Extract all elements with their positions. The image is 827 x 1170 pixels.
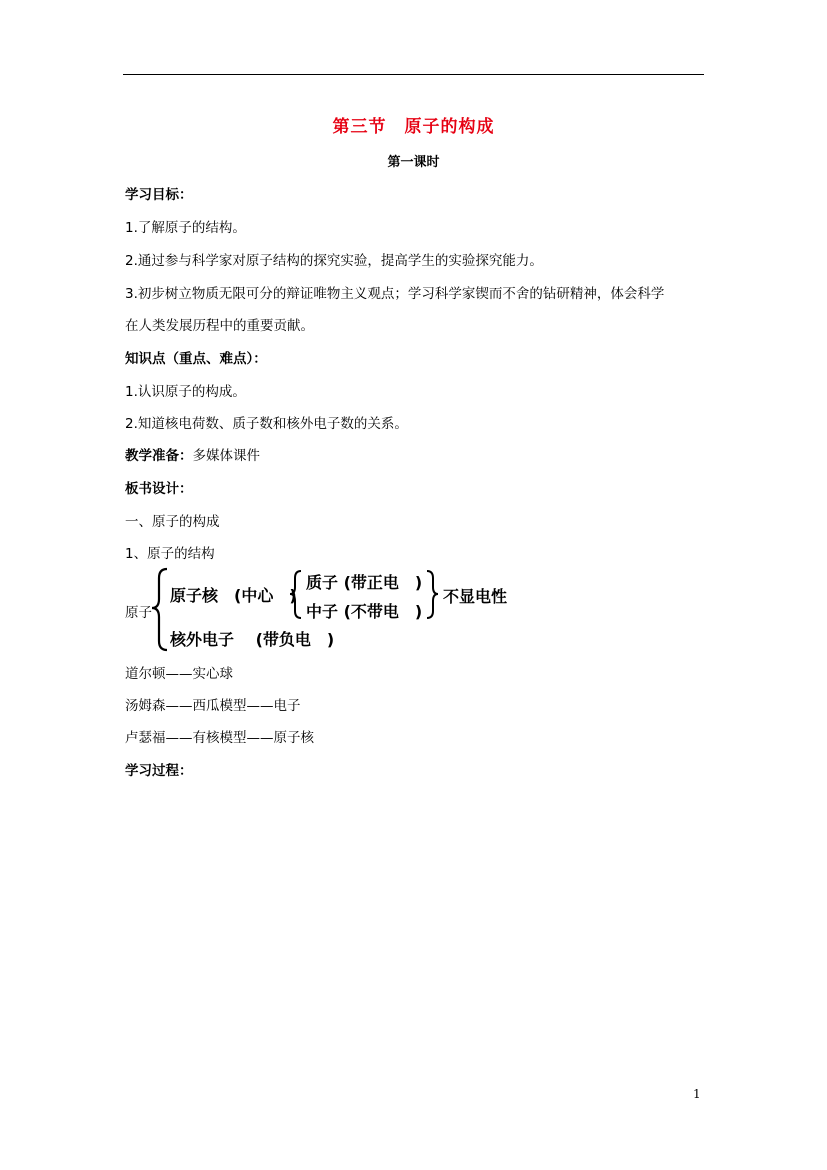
prep-line bbox=[125, 444, 260, 464]
header-rule bbox=[123, 74, 704, 75]
knowledge-heading: 知识点（重点、难点）： bbox=[125, 351, 267, 367]
proton-label: 质子 (带正电 ) bbox=[306, 573, 423, 592]
electron-label: 核外电子 (带负电 ) bbox=[170, 630, 335, 649]
objective-item-continued: 在人类发展历程中的重要贡献。 bbox=[125, 318, 314, 334]
board-heading: 板书设计： bbox=[125, 481, 193, 497]
knowledge-item: 2.知道核电荷数、质子数和核外电子数的关系。 bbox=[125, 416, 408, 432]
board-section-title: 一、原子的构成 bbox=[125, 514, 220, 530]
page-title: 第三节 原子的构成 bbox=[332, 117, 495, 137]
neutron-label: 中子 (不带电 ) bbox=[306, 602, 423, 621]
nucleus-label: 原子核 (中心 ) bbox=[170, 586, 297, 605]
objectives-heading: 学习目标： bbox=[125, 187, 193, 203]
objective-item: 3.初步树立物质无限可分的辩证唯物主义观点；学习科学家锲而不舍的钻研精神，体会科学 bbox=[125, 286, 665, 302]
knowledge-item: 1.认识原子的构成。 bbox=[125, 384, 246, 400]
objective-item: 2.通过参与科学家对原子结构的探究实验，提高学生的实验探究能力。 bbox=[125, 253, 543, 269]
left-brace-icon bbox=[152, 569, 167, 650]
atom-label: 原子 bbox=[125, 605, 152, 621]
process-heading: 学习过程： bbox=[125, 763, 193, 779]
objective-item: 1.了解原子的结构。 bbox=[125, 220, 246, 236]
prep-value: 多媒体课件 bbox=[192, 448, 260, 464]
prep-label: 教学准备： bbox=[125, 448, 193, 464]
history-item: 汤姆森——西瓜模型——电子 bbox=[125, 698, 301, 714]
board-subsection-title: 1、原子的结构 bbox=[125, 546, 215, 562]
atom-structure-diagram bbox=[125, 566, 545, 652]
page-subtitle: 第一课时 bbox=[387, 155, 440, 170]
neutral-label: 不显电性 bbox=[443, 587, 508, 606]
page-number: 1 bbox=[693, 1087, 701, 1101]
history-item: 卢瑟福——有核模型——原子核 bbox=[125, 730, 314, 746]
right-brace-icon bbox=[427, 571, 438, 618]
history-item: 道尔顿——实心球 bbox=[125, 666, 233, 682]
